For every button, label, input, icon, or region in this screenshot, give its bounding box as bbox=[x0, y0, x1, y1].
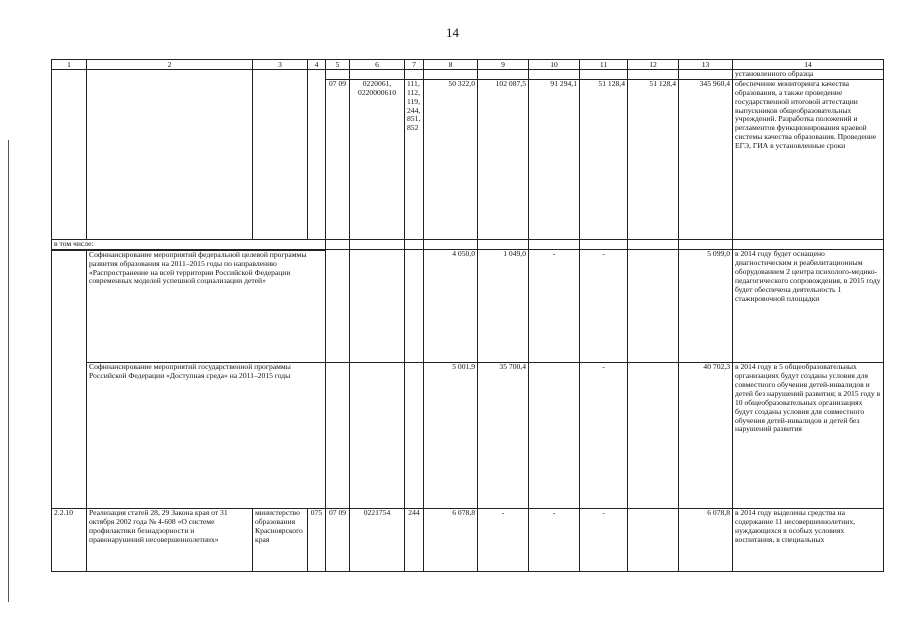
target-article-cell: 0221754 bbox=[350, 509, 405, 572]
measure-name-cell: Софинансирование мероприятий государственной программы Российской Федерации «Доступная среда» на 2011–2015 годы bbox=[87, 363, 326, 509]
header-cell: 3 bbox=[253, 60, 308, 70]
target-article-cell: 0220061, 0220000610 bbox=[350, 79, 405, 239]
result-cell: в 2014 году в 5 общеобразовательных организациях будут созданы условия для совместного обучения детей-инвалидов и детей без нарушений развития; в 2015 году в 10 общеобразовательных организациях будут созданы условия для совместного обучения детей-инвалидов и детей без нарушений развития bbox=[733, 363, 884, 509]
header-cell: 2 bbox=[87, 60, 253, 70]
header-cell: 8 bbox=[424, 60, 478, 70]
result-cell: в 2014 году выделены средства на содержание 11 несовершеннолетних, нуждающихся в особых условиях воспитания, в специальных bbox=[733, 509, 884, 572]
including-label: в том числе: bbox=[52, 239, 326, 249]
value-cell: 51 128,4 bbox=[628, 79, 679, 239]
row-number-cell: 2.2.10 bbox=[52, 509, 87, 572]
header-cell: 1 bbox=[52, 60, 87, 70]
responsible-org-cell: министерство образования Красноярского края bbox=[253, 509, 308, 572]
value-cell: 345 960,4 bbox=[679, 79, 733, 239]
section-cell: 07 09 bbox=[326, 79, 350, 239]
value-cell: - bbox=[580, 250, 628, 363]
header-cell: 5 bbox=[326, 60, 350, 70]
value-cell: 5 099,0 bbox=[679, 250, 733, 363]
value-cell: 35 700,4 bbox=[478, 363, 529, 509]
value-cell: - bbox=[529, 250, 580, 363]
value-cell: 91 294,1 bbox=[529, 79, 580, 239]
left-margin-rule bbox=[8, 140, 9, 602]
result-cell: установленного образца bbox=[733, 70, 884, 80]
value-cell: - bbox=[580, 509, 628, 572]
header-cell: 9 bbox=[478, 60, 529, 70]
header-cell: 6 bbox=[350, 60, 405, 70]
value-cell: 5 001,9 bbox=[424, 363, 478, 509]
page-number: 14 bbox=[446, 25, 459, 40]
header-cell: 13 bbox=[679, 60, 733, 70]
expense-type-cell: 244 bbox=[405, 509, 424, 572]
value-cell: 6 078,8 bbox=[679, 509, 733, 572]
table-row bbox=[52, 363, 884, 509]
header-cell: 4 bbox=[308, 60, 326, 70]
result-cell: обеспечение мониторинга качества образования, а также проведение государственной итоговой аттестации выпускников общеобразовательных учреждений. Разработка положений и регламентов функционирования краевой системы качества образования. Проведение ЕГЭ, ГИА в установленные сроки bbox=[733, 79, 884, 239]
budget-table bbox=[51, 59, 884, 572]
header-cell: 11 bbox=[580, 60, 628, 70]
table-row bbox=[52, 70, 884, 80]
header-cell: 7 bbox=[405, 60, 424, 70]
header-cell: 14 bbox=[733, 60, 884, 70]
expense-type-cell: 111, 112, 119, 244, 851, 852 bbox=[405, 79, 424, 239]
table-row bbox=[52, 239, 884, 249]
value-cell: 51 128,4 bbox=[580, 79, 628, 239]
value-cell: 6 078,8 bbox=[424, 509, 478, 572]
header-cell: 10 bbox=[529, 60, 580, 70]
measure-name-cell: Софинансирование мероприятий федеральной целевой программы развития образования на 2011–2015 годы по направлению «Распространение на всей территории Российской Федерации современных моделей успешной социализации детей» bbox=[87, 250, 326, 363]
table-row bbox=[52, 509, 884, 572]
value-cell: - bbox=[529, 509, 580, 572]
grbs-cell: 075 bbox=[308, 509, 326, 572]
value-cell: - bbox=[478, 509, 529, 572]
table-row bbox=[52, 250, 884, 363]
value-cell: 40 702,3 bbox=[679, 363, 733, 509]
value-cell: 4 050,0 bbox=[424, 250, 478, 363]
value-cell: - bbox=[580, 363, 628, 509]
header-cell: 12 bbox=[628, 60, 679, 70]
measure-name-cell: Реализация статей 28, 29 Закона края от 31 октября 2002 года № 4-608 «О системе профилактики безнадзорности и правонарушений несовершеннолетних» bbox=[87, 509, 253, 572]
value-cell: 1 049,0 bbox=[478, 250, 529, 363]
value-cell: 50 322,0 bbox=[424, 79, 478, 239]
table-row bbox=[52, 79, 884, 239]
header-row bbox=[52, 60, 884, 70]
result-cell: в 2014 году будет оснащено диагностическим и реабилитационным оборудованием 2 центра психолого-медико-педагогического сопровождения, в 2015 году будет обеспечена деятельность 1 стажировочной площадки bbox=[733, 250, 884, 363]
section-cell: 07 09 bbox=[326, 509, 350, 572]
value-cell: 102 087,5 bbox=[478, 79, 529, 239]
